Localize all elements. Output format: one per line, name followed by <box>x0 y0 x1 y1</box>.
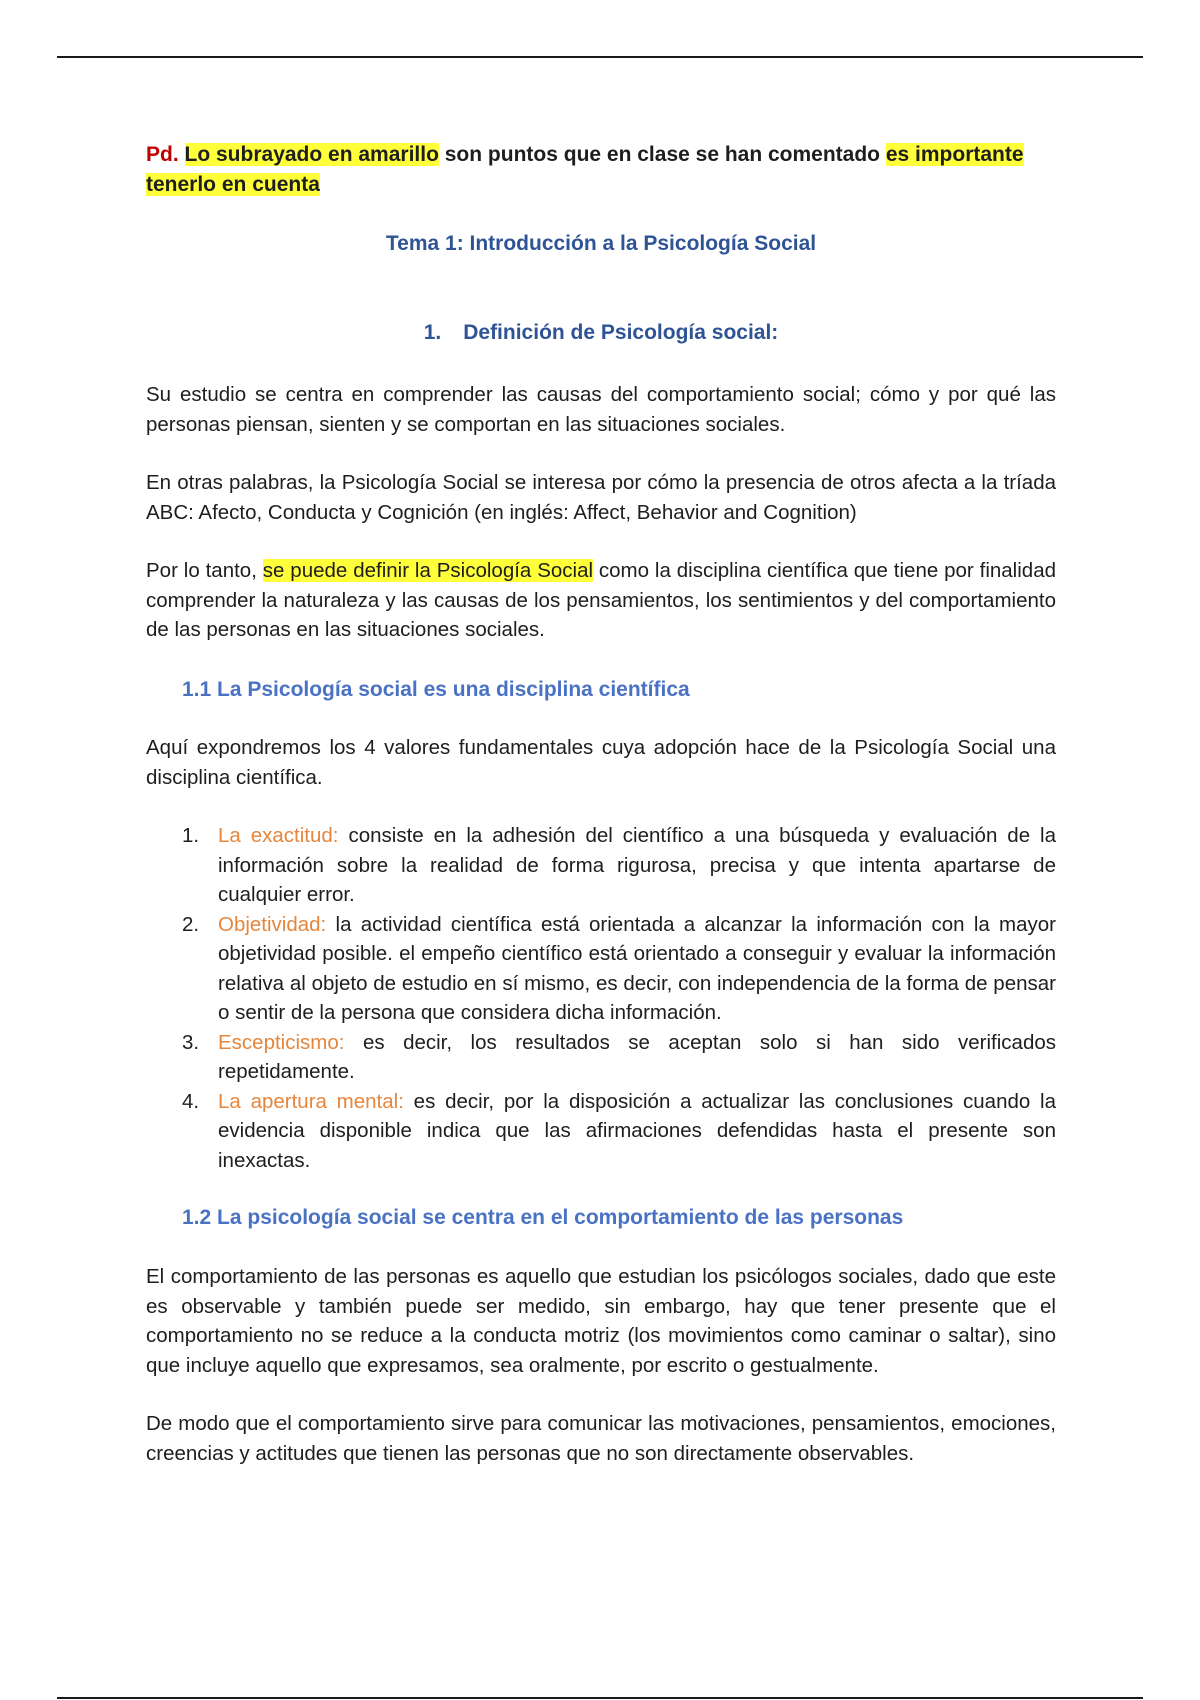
list-item-term: Objetividad: <box>218 912 327 936</box>
list-item <box>146 1028 1056 1087</box>
section-1-2-paragraph-1: El comportamiento de las personas es aquello que estudian los psicólogos sociales, dado que este es observable y también puede ser medido, sin embargo, hay que tener presente que el comportamiento no se reduce a la conducta motriz (los movimientos como caminar o saltar), sino que incluye aquello que expresamos, sea oralmente, por escrito o gestualmente. <box>146 1265 1056 1377</box>
p3-post: como la disciplina científica que tiene por finalidad comprender la naturaleza y las causas de los pensamientos, los sentimientos y del comportamiento de las personas en las situaciones sociales. <box>146 559 1056 641</box>
p3-highlight: se puede definir la Psicología Social <box>262 559 594 582</box>
section-1-1-intro: Aquí expondremos los 4 valores fundamentales cuya adopción hace de la Psicología Social una disciplina científica. <box>146 736 1056 789</box>
note-prefix: Pd. <box>146 143 179 166</box>
bottom-rule <box>57 1697 1143 1699</box>
section-1-2-paragraph-2: De modo que el comportamiento sirve para comunicar las motivaciones, pensamientos, emociones, creencias y actitudes que tienen las personas que no son directamente observables. <box>146 1412 1056 1465</box>
list-item <box>146 1087 1056 1176</box>
note-highlight-1: Lo subrayado en amarillo <box>184 143 439 166</box>
list-item <box>146 821 1056 910</box>
list-item <box>146 910 1056 1028</box>
list-item-text: es decir, los resultados se aceptan solo si han sido verificados repetidamente. <box>218 1030 1056 1083</box>
list-item-number: 1. <box>182 824 200 847</box>
list-item-text: la actividad científica está orientada a alcanzar la información con la mayor objetividad posible. el empeño científico está orientado a conseguir y evaluar la información relativa al objeto de estudio en sí mismo, es decir, con independencia de la forma de pensar o sentir de la persona que considera dicha información. <box>218 912 1056 1024</box>
section-1-paragraph-1: Su estudio se centra en comprender las causas del comportamiento social; cómo y por qué las personas piensan, sienten y se comportan en las situaciones sociales. <box>146 383 1056 436</box>
list-item-term: La apertura mental: <box>218 1089 404 1113</box>
section-1-paragraph-2: En otras palabras, la Psicología Social se interesa por cómo la presencia de otros afecta a la tríada ABC: Afecto, Conducta y Cognición (en inglés: Affect, Behavior and Cognition) <box>146 471 1056 524</box>
list-item-number: 4. <box>182 1089 200 1113</box>
values-list <box>146 821 1056 1175</box>
section-1-paragraph-3 <box>146 556 1056 645</box>
section-1-number: 1. <box>423 321 442 344</box>
section-1-1-heading: 1.1 La Psicología social es una disciplina científica <box>182 678 690 701</box>
list-item-text: consiste en la adhesión del científico a una búsqueda y evaluación de la información sobre la realidad de forma rigurosa, precisa y que intenta apartarse de cualquier error. <box>218 824 1057 906</box>
document-page <box>146 140 1057 1465</box>
list-item-term: La exactitud: <box>218 824 339 847</box>
list-item-text: es decir, por la disposición a actualizar las conclusiones cuando la evidencia disponible indica que las afirmaciones defendidas hasta el presente son inexactas. <box>218 1089 1056 1172</box>
list-item-number: 3. <box>182 1030 200 1054</box>
list-item-term: Escepticismo: <box>218 1030 345 1054</box>
p3-pre: Por lo tanto, <box>146 559 263 582</box>
section-1-heading-text: Definición de Psicología social: <box>463 321 779 344</box>
note-middle: son puntos que en clase se han comentado <box>438 143 886 166</box>
highlight-note <box>146 140 1056 200</box>
document-title: Tema 1: Introducción a la Psicología Social <box>385 232 817 255</box>
section-1-heading <box>146 321 1056 345</box>
list-item-number: 2. <box>182 912 200 936</box>
section-1-2-heading: 1.2 La psicología social se centra en el comportamiento de las personas <box>182 1206 904 1229</box>
note-highlight-2: es importante tenerlo en cuenta <box>146 143 1024 196</box>
top-rule <box>57 56 1143 58</box>
